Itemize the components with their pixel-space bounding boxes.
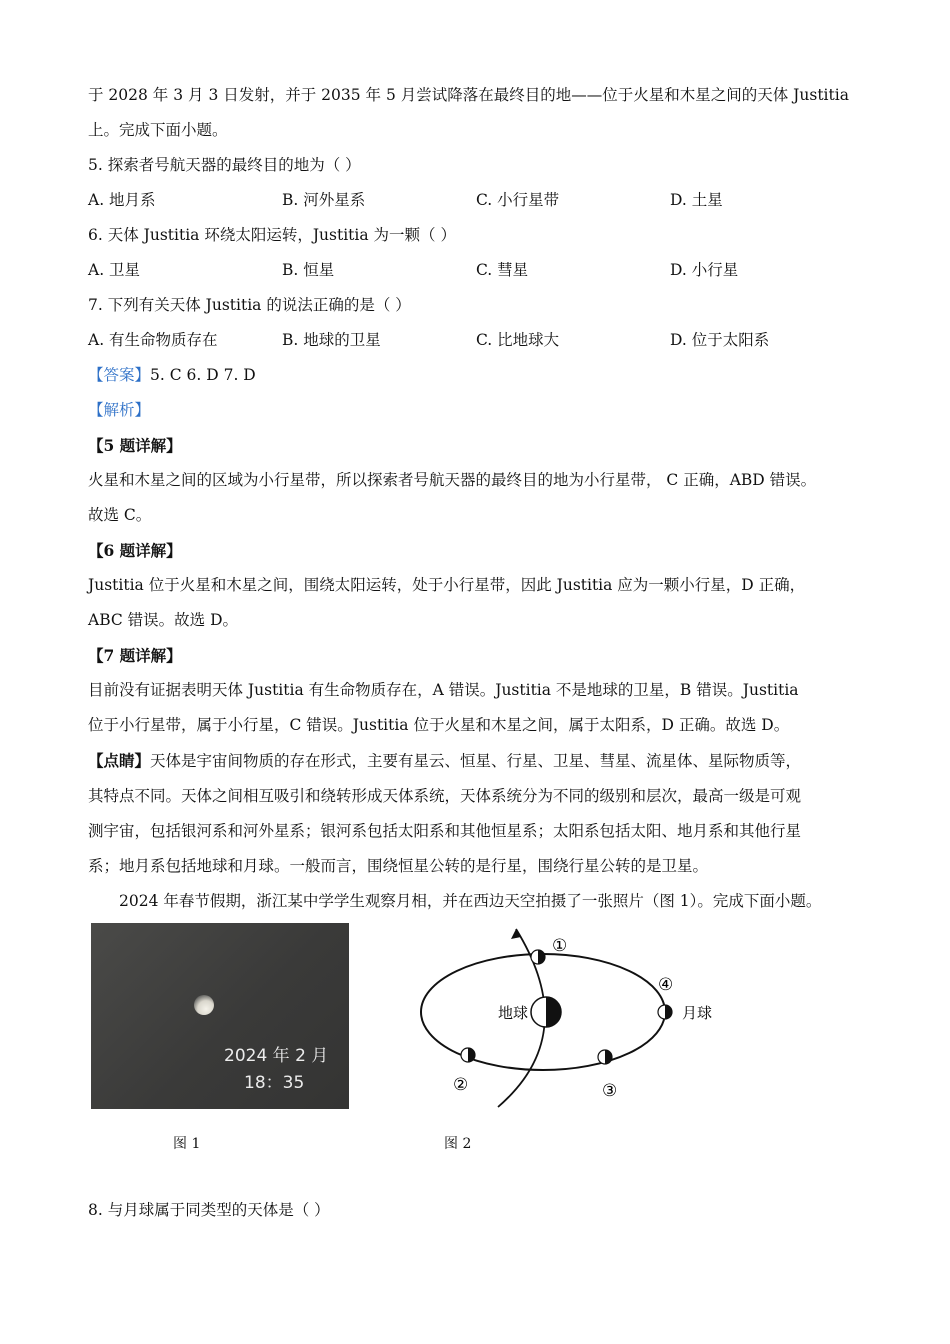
tip-line-3: 测宇宙，包括银河系和河外星系；银河系包括太阳系和其他恒星系；太阳系包括太阳、地月系和其他行星	[88, 822, 802, 840]
intro-line-1: 于 2028 年 3 月 3 日发射，并于 2035 年 5 月尝试降落在最终目的地——位于火星和木星之间的天体 Justitia	[88, 86, 849, 104]
q7-detail-line-1: 目前没有证据表明天体 Justitia 有生命物质存在，A 错误。Justitia 不是地球的卫星，B 错误。Justitia	[88, 681, 799, 699]
option-a: A. 有生命物质存在	[88, 331, 218, 349]
position-3-label: ③	[602, 1081, 618, 1101]
question-8-stem: 8. 与月球属于同类型的天体是（ ）	[88, 1201, 330, 1219]
q7-detail-tag: 【7 题详解】	[88, 646, 182, 665]
earth-label: 地球	[498, 1004, 529, 1022]
option-b: B. 河外星系	[282, 191, 366, 209]
earth-icon	[531, 997, 561, 1027]
moon-position-4-icon	[658, 1005, 672, 1019]
position-4-label: ④	[658, 975, 674, 995]
option-c: C. 比地球大	[476, 331, 560, 349]
q7-detail-line-2: 位于小行星带，属于小行星，C 错误。Justitia 位于火星和木星之间，属于太阳系，D 正确。故选 D。	[88, 716, 790, 734]
option-c: C. 小行星带	[476, 191, 560, 209]
answer-text: 5. C 6. D 7. D	[150, 366, 256, 384]
moon-photo	[91, 923, 349, 1109]
option-b: B. 地球的卫星	[282, 331, 381, 349]
question-7-stem: 7. 下列有关天体 Justitia 的说法正确的是（ ）	[88, 296, 411, 314]
moon-label: 月球	[682, 1004, 713, 1022]
q6-detail-line-1: Justitia 位于火星和木星之间，围绕太阳运转，处于小行星带，因此 Justitia 应为一颗小行星，D 正确，	[88, 576, 806, 594]
intro-line-2: 上。完成下面小题。	[88, 121, 228, 139]
document-page	[88, 78, 868, 1228]
option-a: A. 地月系	[88, 191, 156, 209]
tip-text: 天体是宇宙间物质的存在形式，主要有星云、恒星、行星、卫星、彗星、流星体、星际物质等，	[150, 752, 802, 770]
q5-detail-line-2: 故选 C。	[88, 506, 152, 524]
answer-tag: 【答案】	[88, 366, 151, 384]
question-5-options	[88, 183, 868, 218]
option-a: A. 卫星	[88, 261, 141, 279]
tip-line-2: 其特点不同。天体之间相互吸引和绕转形成天体系统，天体系统分为不同的级别和层次，最高一级是可观	[88, 787, 802, 805]
question-5-stem: 5. 探索者号航天器的最终目的地为（ ）	[88, 156, 361, 174]
analysis-tag: 【解析】	[88, 401, 151, 419]
option-b: B. 恒星	[282, 261, 335, 279]
option-d: D. 小行星	[670, 261, 739, 279]
question-7-options	[88, 323, 868, 358]
tip-line-1	[88, 743, 868, 779]
tip-tag: 【点睛】	[88, 751, 151, 770]
answer-line	[88, 358, 868, 393]
photo-date: 2024 年 2 月	[224, 1046, 329, 1066]
position-2-label: ②	[453, 1075, 469, 1095]
crescent-moon-image	[194, 995, 214, 1015]
q6-detail-tag: 【6 题详解】	[88, 541, 182, 560]
figure-2-caption: 图 2	[444, 1136, 472, 1152]
q6-detail-line-2: ABC 错误。故选 D。	[88, 611, 239, 629]
option-c: C. 彗星	[476, 261, 529, 279]
question-6-options	[88, 253, 868, 288]
earth-moon-orbit-diagram	[408, 917, 713, 1117]
option-d: D. 土星	[670, 191, 723, 209]
figure-1-caption: 图 1	[173, 1136, 201, 1152]
question-6-stem: 6. 天体 Justitia 环绕太阳运转，Justitia 为一颗（ ）	[88, 226, 456, 244]
q5-detail-tag: 【5 题详解】	[88, 436, 182, 455]
tip-line-4: 系；地月系包括地球和月球。一般而言，围绕恒星公转的是行星，围绕行星公转的是卫星。	[88, 857, 709, 875]
q5-detail-line-1: 火星和木星之间的区域为小行星带，所以探索者号航天器的最终目的地为小行星带， C 正确，ABD 错误。	[88, 471, 817, 489]
moon-position-1-icon	[531, 950, 545, 964]
photo-time: 18：35	[244, 1073, 305, 1093]
position-1-label: ①	[552, 936, 568, 956]
moon-position-3-icon	[598, 1050, 612, 1064]
option-d: D. 位于太阳系	[670, 331, 770, 349]
figures-area	[88, 923, 868, 1193]
intro-2: 2024 年春节假期，浙江某中学学生观察月相，并在西边天空拍摄了一张照片（图 1）。完成下面小题。	[119, 892, 822, 910]
moon-position-2-icon	[461, 1048, 475, 1062]
